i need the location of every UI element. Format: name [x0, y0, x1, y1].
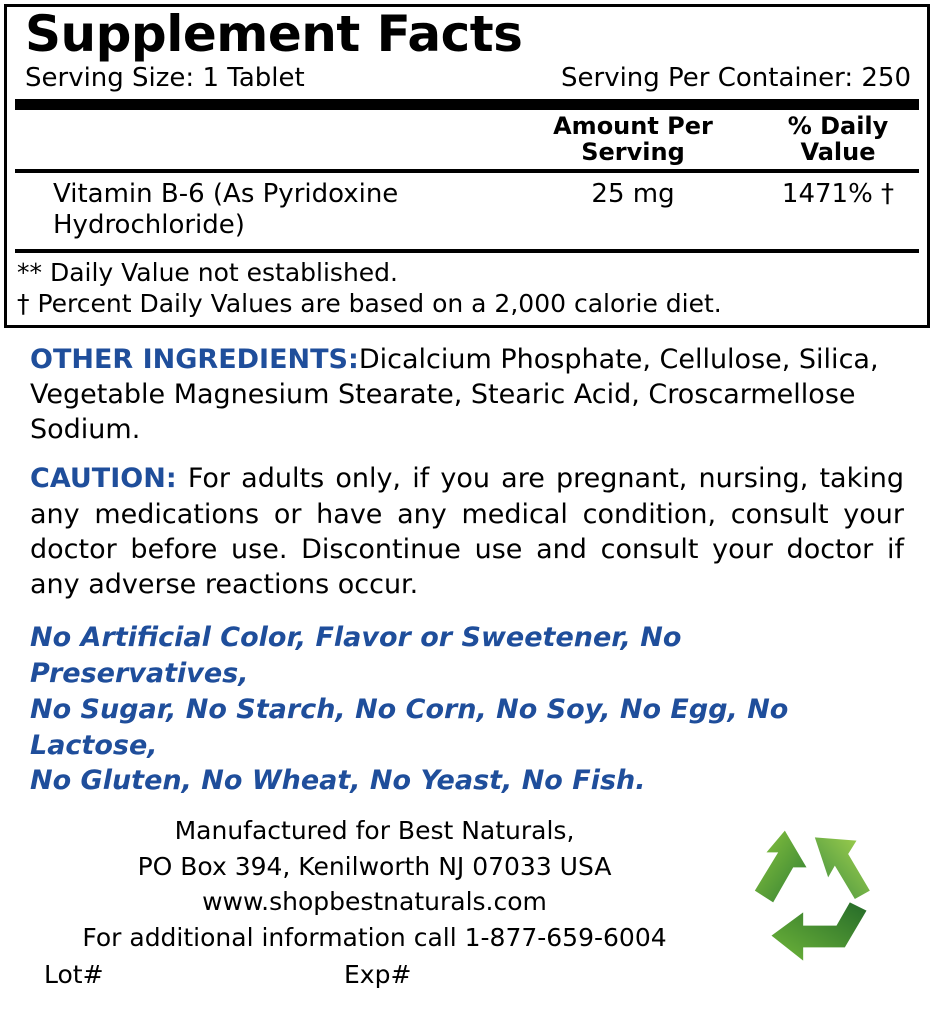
column-header-dv-line1: % Daily — [787, 111, 889, 140]
column-header-amount-line2: Serving — [581, 137, 685, 166]
other-ingredients-paragraph — [30, 342, 904, 447]
supplement-facts-title: Supplement Facts — [25, 5, 523, 63]
lot-label: Lot# — [44, 960, 104, 990]
serving-size-label: Serving Size: — [25, 62, 195, 93]
serving-info — [25, 63, 911, 93]
serving-size — [25, 63, 305, 93]
lot-exp-row — [30, 957, 719, 993]
serving-size-value: 1 Tablet — [202, 62, 305, 93]
caution-heading: CAUTION: — [30, 463, 177, 495]
servings-per-container: Serving Per Container: 250 — [561, 62, 911, 93]
supplement-facts-header-row — [15, 110, 919, 170]
caution-paragraph — [30, 461, 904, 601]
footnotes — [15, 253, 919, 320]
manufactured-for: Manufactured for Best Naturals, — [174, 816, 575, 846]
nutrient-amount: 25 mg — [591, 179, 675, 210]
manufacturer-address: PO Box 394, Kenilworth NJ 07033 USA — [137, 851, 612, 881]
label-footer — [0, 799, 934, 993]
panel-rule-thick — [15, 99, 919, 110]
supplement-label — [0, 4, 934, 1028]
claims-line-3: No Gluten, No Wheat, No Yeast, No Fish. — [30, 765, 646, 797]
footnote-daily-value-not-established: ** Daily Value not established. — [17, 257, 398, 287]
label-body — [0, 328, 934, 799]
nutrient-row — [15, 173, 919, 248]
column-header-amount-line1: Amount Per — [553, 111, 713, 140]
other-ingredients-heading: OTHER INGREDIENTS: — [30, 344, 359, 376]
recycle-icon — [719, 819, 894, 969]
claims-line-2: No Sugar, No Starch, No Corn, No Soy, No Egg, No Lactose, — [30, 693, 789, 761]
caution-text: For adults only, if you are pregnant, nursing, taking any medications or have any medical condition, consult your doctor before use. Discontinue use and consult your doctor if any adverse reactions occur. — [30, 463, 904, 600]
claims-line-1: No Artificial Color, Flavor or Sweetener, No Preservatives, — [30, 621, 682, 689]
nutrient-daily-value: 1471% † — [781, 179, 895, 210]
column-header-daily-value — [763, 113, 913, 166]
manufacturer-website: www.shopbestnaturals.com — [202, 887, 547, 917]
manufacturer-phone: For additional information call 1-877-659-6004 — [82, 922, 667, 952]
column-header-amount — [503, 113, 763, 166]
footnote-percent-daily-values: † Percent Daily Values are based on a 2,000 calorie diet. — [17, 288, 722, 318]
free-from-claims — [30, 620, 904, 800]
column-header-dv-line2: Value — [800, 137, 876, 166]
manufacturer-info — [10, 813, 719, 993]
nutrient-name: Vitamin B-6 (As Pyridoxine Hydrochloride) — [53, 179, 399, 240]
exp-label: Exp# — [344, 960, 412, 990]
other-ingredients-text: Dicalcium Phosphate, Cellulose, Silica, Vegetable Magnesium Stearate, Stearic Acid, Croscarmellose Sodium. — [30, 344, 879, 446]
supplement-facts-panel — [4, 4, 930, 328]
